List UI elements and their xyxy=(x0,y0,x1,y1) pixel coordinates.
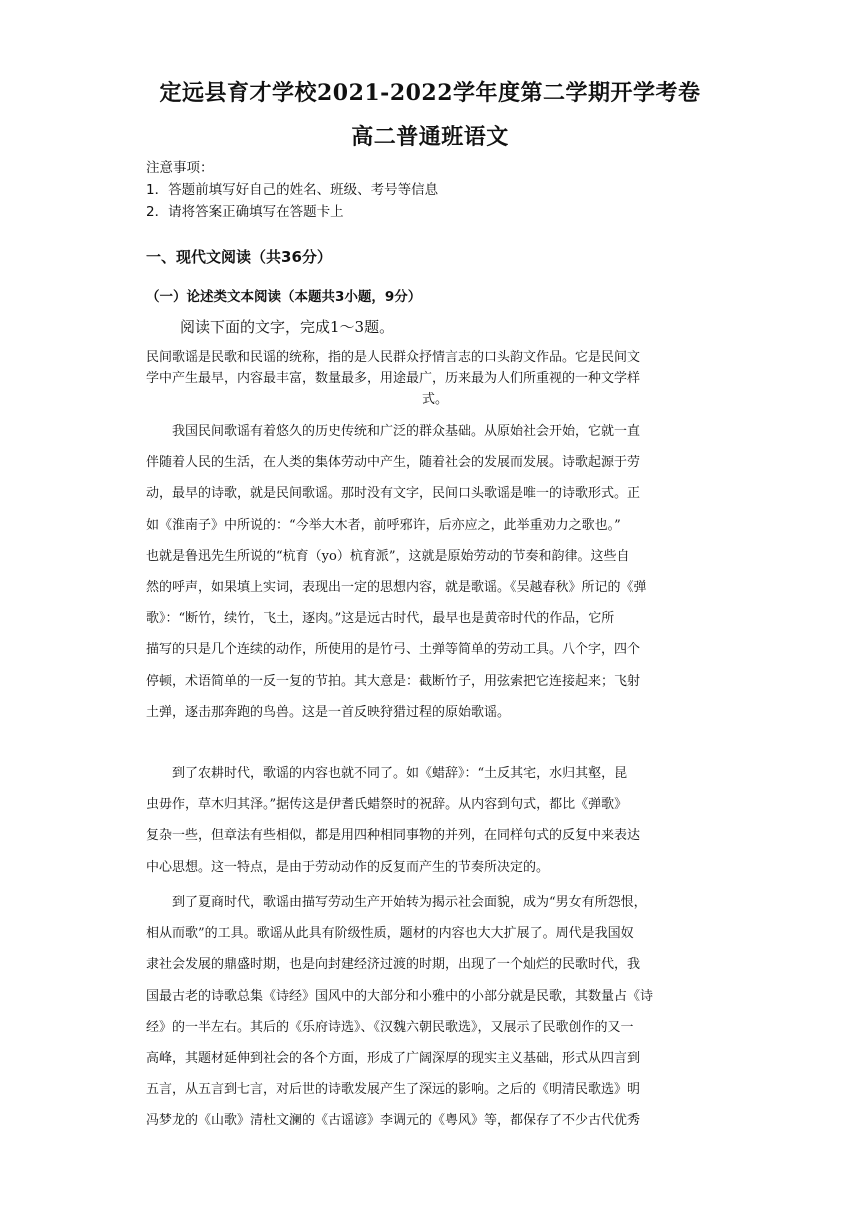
text-line: 到了夏商时代，歌谣由描写劳动生产开始转为揭示社会面貌，成为“男女有所怨恨， xyxy=(146,895,647,910)
text-line: 相从而歌”的工具。歌谣从此具有阶级性质，题材的内容也大大扩展了。周代是我国奴 xyxy=(146,926,634,942)
text-line: 土弹，逐击那奔跑的鸟兽。这是一首反映狩猎过程的原始歌谣。 xyxy=(146,704,511,720)
intro-paragraph xyxy=(146,347,724,410)
paragraph-1 xyxy=(146,416,724,728)
text-line: 冯梦龙的《山歌》清杜文澜的《古谣谚》李调元的《粤风》等，都保存了不少古代优秀 xyxy=(146,1113,641,1129)
text-line: 歌》：“断竹，续竹，飞土，逐肉。”这是远古时代，最早也是黄帝时代的作品，它所 xyxy=(146,611,615,627)
text-line: 中心思想。这一特点，是由于劳动动作的反复而产生的节奏所决定的。 xyxy=(146,859,550,875)
notice-item-2: 2．请将答案正确填写在答题卡上 xyxy=(146,204,344,220)
intro-line: 学中产生最早，内容最丰富，数量最多，用途最广，历来最为人们所重视的一种文学样 xyxy=(146,371,641,386)
subsection-heading: （一）论述类文本阅读（本题共3小题，9分） xyxy=(146,289,422,305)
paragraph-3 xyxy=(146,887,724,1137)
text-line: 复杂一些，但章法有些相似，都是用四种相同事物的并列，在同样句式的反复中来表达 xyxy=(146,828,641,844)
intro-line: 式。 xyxy=(421,392,448,407)
reading-instruction: 阅读下面的文字，完成1～3题。 xyxy=(180,318,395,336)
text-line: 动，最早的诗歌，就是民间歌谣。那时没有文字，民间口头歌谣是唯一的诗歌形式。正 xyxy=(146,486,641,502)
text-line: 到了农耕时代，歌谣的内容也就不同了。如《蜡辞》：“土反其宅，水归其壑，昆 xyxy=(146,766,628,781)
text-line: 隶社会发展的鼎盛时期，也是向封建经济过渡的时期，出现了一个灿烂的民歌时代，我 xyxy=(146,957,641,973)
text-line: 高峰，其题材延伸到社会的各个方面，形成了广阔深厚的现实主义基础，形式从四言到 xyxy=(146,1051,641,1067)
text-line: 如《淮南子》中所说的：“今举大木者，前呼邪许，后亦应之，此举重劝力之歌也。” xyxy=(146,517,621,533)
exam-title: 定远县育才学校2021-2022学年度第二学期开学考卷 xyxy=(159,80,701,106)
text-line: 也就是鲁迅先生所说的“杭育（yo）杭育派”，这就是原始劳动的节奏和韵律。这些自 xyxy=(146,548,630,564)
text-line: 国最古老的诗歌总集《诗经》国风中的大部分和小雅中的小部分就是民歌，其数量占《诗 xyxy=(146,988,654,1004)
text-line: 描写的只是几个连续的动作，所使用的是竹弓、土弹等简单的劳动工具。八个字，四个 xyxy=(146,642,641,658)
text-line: 五言，从五言到七言，对后世的诗歌发展产生了深远的影响。之后的《明清民歌选》明 xyxy=(146,1082,641,1098)
text-line: 虫毋作，草木归其泽。”据传这是伊耆氏蜡祭时的祝辞。从内容到句式，都比《弹歌》 xyxy=(146,797,628,813)
intro-line: 民间歌谣是民歌和民谣的统称，指的是人民群众抒情言志的口头韵文作品。它是民间文 xyxy=(146,350,641,365)
text-line: 经》的一半左右。其后的《乐府诗选》、《汉魏六朝民歌选》，又展示了民歌创作的又一 xyxy=(146,1019,634,1035)
text-line: 伴随着人民的生活，在人类的集体劳动中产生，随着社会的发展而发展。诗歌起源于劳 xyxy=(146,455,641,471)
text-line: 停顿，术语简单的一反一复的节拍。其大意是：截断竹子，用弦索把它连接起来；飞射 xyxy=(146,673,641,689)
notice-heading: 注意事项： xyxy=(146,160,214,176)
text-line: 我国民间歌谣有着悠久的历史传统和广泛的群众基础。从原始社会开始，它就一直 xyxy=(146,424,641,439)
notice-item-1: 1．答题前填写好自己的姓名、班级、考号等信息 xyxy=(146,182,439,198)
section-heading: 一、现代文阅读（共36分） xyxy=(146,248,332,266)
paragraph-2 xyxy=(146,758,724,883)
exam-subtitle: 高二普通班语文 xyxy=(351,124,509,150)
text-line: 然的呼声，如果填上实词，表现出一定的思想内容，就是歌谣。《吴越春秋》所记的《弹 xyxy=(146,580,647,596)
